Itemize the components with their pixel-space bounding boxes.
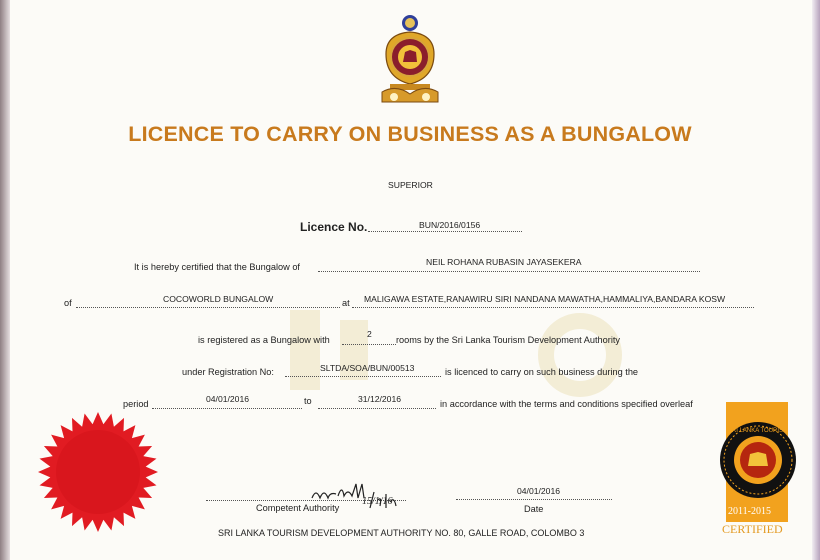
registered-prefix-text: is registered as a Bungalow with (198, 335, 330, 345)
certificate-title: LICENCE TO CARRY ON BUSINESS AS A BUNGALOW (128, 122, 692, 146)
bungalow-dotline (76, 307, 340, 308)
address-value: MALIGAWA ESTATE,RANAWIRU SIRI NANDANA MAWATHA,HAMMALIYA,BANDARA KOSW (364, 294, 726, 304)
rooms-dotline (342, 344, 396, 345)
period-to-value: 31/12/2016 (358, 394, 402, 404)
licence-number-label: Licence No. (300, 220, 368, 234)
registration-suffix-text: is licenced to carry on such business during the (445, 367, 639, 377)
certified-prefix-text: It is hereby certified that the Bungalow of (134, 262, 300, 272)
registration-prefix-text: under Registration No: (182, 367, 274, 377)
period-to-dotline (318, 408, 436, 409)
owner-dotline (318, 271, 700, 272)
badge-years: 2011-2015 (728, 506, 771, 517)
licence-number-value: BUN/2016/0156 (419, 220, 481, 230)
competent-authority-label: Competent Authority (256, 503, 340, 513)
badge-certified-text: CERTIFIED (722, 522, 783, 536)
issue-date-value: 04/01/2016 (517, 486, 561, 496)
date-line (456, 499, 612, 500)
bungalow-name-value: COCOWORLD BUNGALOW (163, 294, 274, 304)
certified-badge-icon (716, 402, 800, 540)
national-emblem-icon (376, 14, 444, 106)
authority-footer: SRI LANKA TOURISM DEVELOPMENT AUTHORITY NO. 80, GALLE ROAD, COLOMBO 3 (218, 528, 585, 538)
period-suffix-text: in accordance with the terms and conditions specified overleaf (440, 399, 693, 409)
period-from-value: 04/01/2016 (206, 394, 250, 404)
to-label: to (304, 396, 312, 406)
right-border (812, 0, 820, 560)
background-watermark (250, 295, 670, 415)
licence-number-dotline (368, 231, 522, 232)
address-dotline (352, 307, 754, 308)
owner-name-value: NEIL ROHANA RUBASIN JAYASEKERA (426, 257, 582, 267)
grade-label: SUPERIOR (388, 180, 433, 190)
registered-suffix-text: rooms by the Sri Lanka Tourism Development Authority (396, 335, 621, 345)
date-label: Date (524, 504, 544, 514)
of-label: of (64, 298, 72, 308)
rooms-value: 2 (367, 329, 372, 339)
left-border (0, 0, 10, 560)
period-from-dotline (152, 408, 302, 409)
certified-badge (716, 402, 800, 540)
registration-number-value: SLTDA/SOA/BUN/00513 (320, 363, 415, 373)
period-label: period (123, 399, 149, 409)
registration-dotline (285, 376, 441, 377)
badge-arc-text: SRI LANKA TOURISM (727, 428, 789, 434)
handwritten-date: 15/1/16 (362, 496, 393, 507)
at-label: at (342, 298, 350, 308)
red-wax-seal-icon (36, 410, 160, 534)
